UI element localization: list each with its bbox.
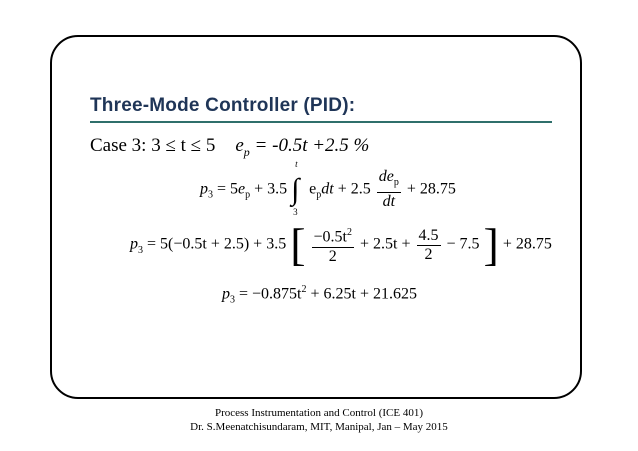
case-line [90, 135, 369, 160]
footer-course: Process Instrumentation and Control (ICE 401) [214, 407, 424, 419]
integral-sign: ∫ t 3 [291, 158, 300, 217]
case-label: Case 3: 3 ≤ t ≤ 5 [90, 135, 216, 156]
title-divider [90, 121, 552, 123]
error-expression: $e_p = -0.5t +2.5$ % [235, 135, 370, 159]
right-bracket: ] [483, 219, 499, 270]
slide-title: Three-Mode Controller (PID): [90, 95, 356, 116]
equation-pid-general: $p_3 = 5e_p + 3.5$ ∫ t 3 $e_pdt + 2.5$ $\frac{de_p}{dt}$ + 28.75 [200, 158, 456, 217]
slide-frame [50, 35, 582, 399]
derivative-fraction: $\frac{de_p}{dt}$ [378, 168, 399, 211]
equation-substituted: $p_3 = 5(-0.5t + 2.5) + 3.5$ [ $\frac{-0.5t^2}{2}$ + 2.5t + $\frac{4.5}{2}$ − 7.5 ] + 28.75 [130, 219, 552, 270]
equation-result: $p_3 = -0.875t^2 + 6.25t + 21.625$ [222, 284, 417, 306]
fraction-term-1: $\frac{-0.5t^2}{2}$ [312, 224, 354, 265]
left-bracket: [ [290, 219, 306, 270]
footer-author: Dr. S.Meenatchisundaram, MIT, Manipal, Jan – May 2015 [190, 421, 448, 433]
fraction-term-2: $\frac{4.5}{2}$ [418, 226, 439, 263]
